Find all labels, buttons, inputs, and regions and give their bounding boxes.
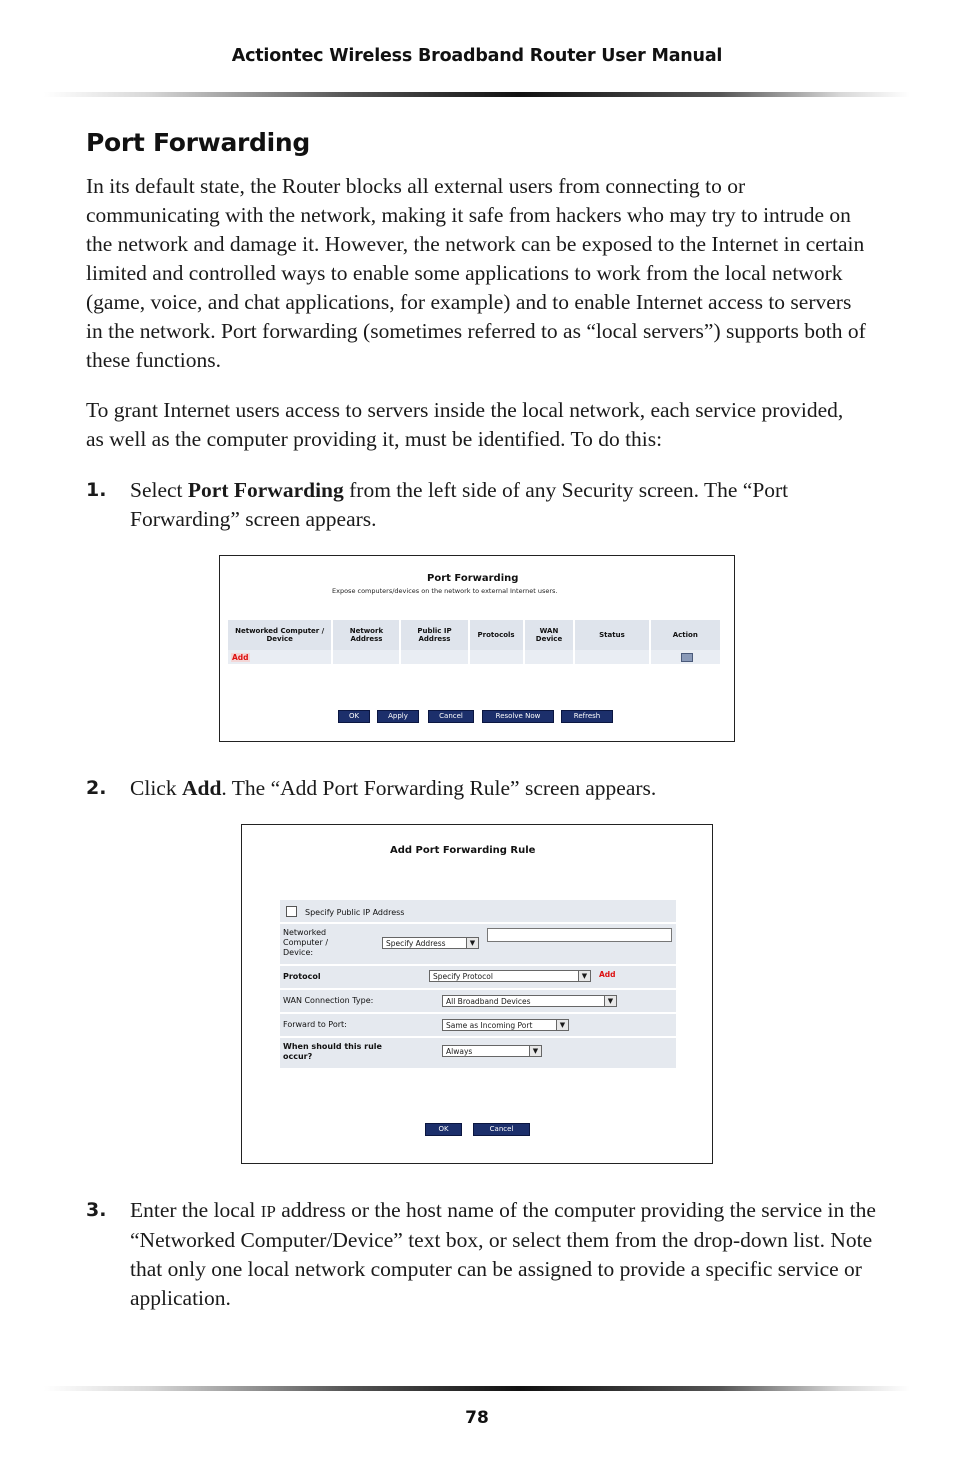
networked-device-value: Specify Address (386, 939, 446, 948)
column-header: Network Address (332, 620, 400, 650)
cancel-button[interactable]: Cancel (473, 1123, 530, 1136)
specify-public-ip-row (280, 900, 676, 924)
port-forwarding-screenshot (219, 555, 735, 742)
networked-device-select[interactable] (382, 937, 479, 949)
networked-device-row (280, 924, 676, 966)
wan-connection-select[interactable] (442, 995, 617, 1007)
step-number: 1. (86, 479, 107, 501)
forward-port-row (280, 1014, 676, 1038)
schedule-row (280, 1038, 676, 1070)
column-header: Action (650, 620, 721, 650)
step-number: 3. (86, 1199, 107, 1221)
table-row (228, 650, 721, 664)
chevron-down-icon: ▼ (556, 1020, 568, 1030)
step-3 (86, 1196, 876, 1313)
step-text-bold: Add (181, 776, 222, 800)
header-rule (44, 92, 910, 97)
step-text-ip: IP (260, 1202, 276, 1221)
instructions-paragraph: To grant Internet users access to servers inside the local network, each service provided, as well as the computer providing it, must be identified. To do this: (86, 398, 844, 451)
step-text-pre: Enter the local (130, 1198, 261, 1222)
chevron-down-icon: ▼ (578, 971, 590, 981)
apply-button[interactable]: Apply (377, 710, 419, 723)
cancel-button[interactable]: Cancel (428, 710, 474, 723)
screenshot-title: Port Forwarding (427, 573, 519, 584)
footer-rule (44, 1386, 910, 1391)
column-header: WAN Device (524, 620, 575, 650)
add-rule-screenshot (241, 824, 713, 1164)
forward-port-value: Same as Incoming Port (446, 1021, 533, 1030)
step-text-bold: Port Forwarding (187, 478, 344, 502)
screenshot-subtitle: Expose computers/devices on the network to external Internet users. (332, 587, 558, 595)
specify-public-ip-label: Specify Public IP Address (305, 908, 405, 917)
ok-button[interactable]: OK (425, 1123, 462, 1136)
ok-button[interactable]: OK (338, 710, 370, 723)
step-text-post: address or the host name of the computer providing the service in the “Networked Computer/Device” text box, or select them from the drop-down list. Note that only one local network computer can be assigned to provide a specific service or application. (130, 1198, 876, 1310)
schedule-value: Always (446, 1047, 473, 1056)
protocol-add-link[interactable]: Add (599, 970, 616, 979)
forward-port-label: Forward to Port: (283, 1020, 347, 1029)
networked-device-label: Networked Computer / Device: (283, 928, 329, 957)
step-text-post: . The “Add Port Forwarding Rule” screen appears. (221, 776, 657, 800)
resolve-now-button[interactable]: Resolve Now (482, 710, 554, 723)
forward-port-select[interactable] (442, 1019, 569, 1031)
protocol-value: Specify Protocol (433, 972, 493, 981)
chevron-down-icon: ▼ (529, 1046, 541, 1056)
edit-icon[interactable] (681, 653, 693, 662)
specify-public-ip-checkbox[interactable] (286, 906, 297, 917)
add-link[interactable]: Add (232, 652, 249, 662)
header-title: Actiontec Wireless Broadband Router User Manual (231, 46, 723, 66)
screenshot-title: Add Port Forwarding Rule (390, 845, 536, 856)
chevron-down-icon: ▼ (604, 996, 616, 1006)
step-number: 2. (86, 777, 107, 799)
protocol-select[interactable] (429, 970, 591, 982)
wan-connection-label: WAN Connection Type: (283, 996, 374, 1005)
wan-connection-value: All Broadband Devices (446, 997, 531, 1006)
column-header: Networked Computer / Device (228, 620, 332, 650)
networked-device-input[interactable] (487, 928, 672, 942)
section-title: Port Forwarding (86, 128, 311, 157)
schedule-label: When should this rule occur? (283, 1042, 382, 1061)
step-text-pre: Click (130, 776, 182, 800)
column-header: Status (574, 620, 649, 650)
protocol-label: Protocol (283, 972, 321, 981)
protocol-row (280, 966, 676, 990)
wan-connection-row (280, 990, 676, 1014)
port-forwarding-table (228, 620, 722, 664)
step-text-post: from the left side of any Security screen. The “Port Forwarding” screen appears. (130, 478, 789, 531)
refresh-button[interactable]: Refresh (561, 710, 613, 723)
column-header: Protocols (469, 620, 524, 650)
step-2 (86, 774, 876, 803)
step-1 (86, 476, 876, 534)
intro-paragraph: In its default state, the Router blocks all external users from connecting to or communicating with the network, making it safe from hackers who may try to intrude on the network and damage it. However, the network can be exposed to the Internet in certain limited and controlled ways to enable some applications to work from the local network (game, voice, and chat applications, for example) and to enable Internet access to servers in the network. Port forwarding (sometimes referred to as “local servers”) supports both of these functions. (86, 174, 866, 372)
schedule-select[interactable] (442, 1045, 542, 1057)
chevron-down-icon: ▼ (466, 938, 478, 948)
page-number: 78 (465, 1408, 489, 1428)
step-text-pre: Select (130, 478, 188, 502)
table-header-row (228, 620, 721, 650)
column-header: Public IP Address (400, 620, 468, 650)
